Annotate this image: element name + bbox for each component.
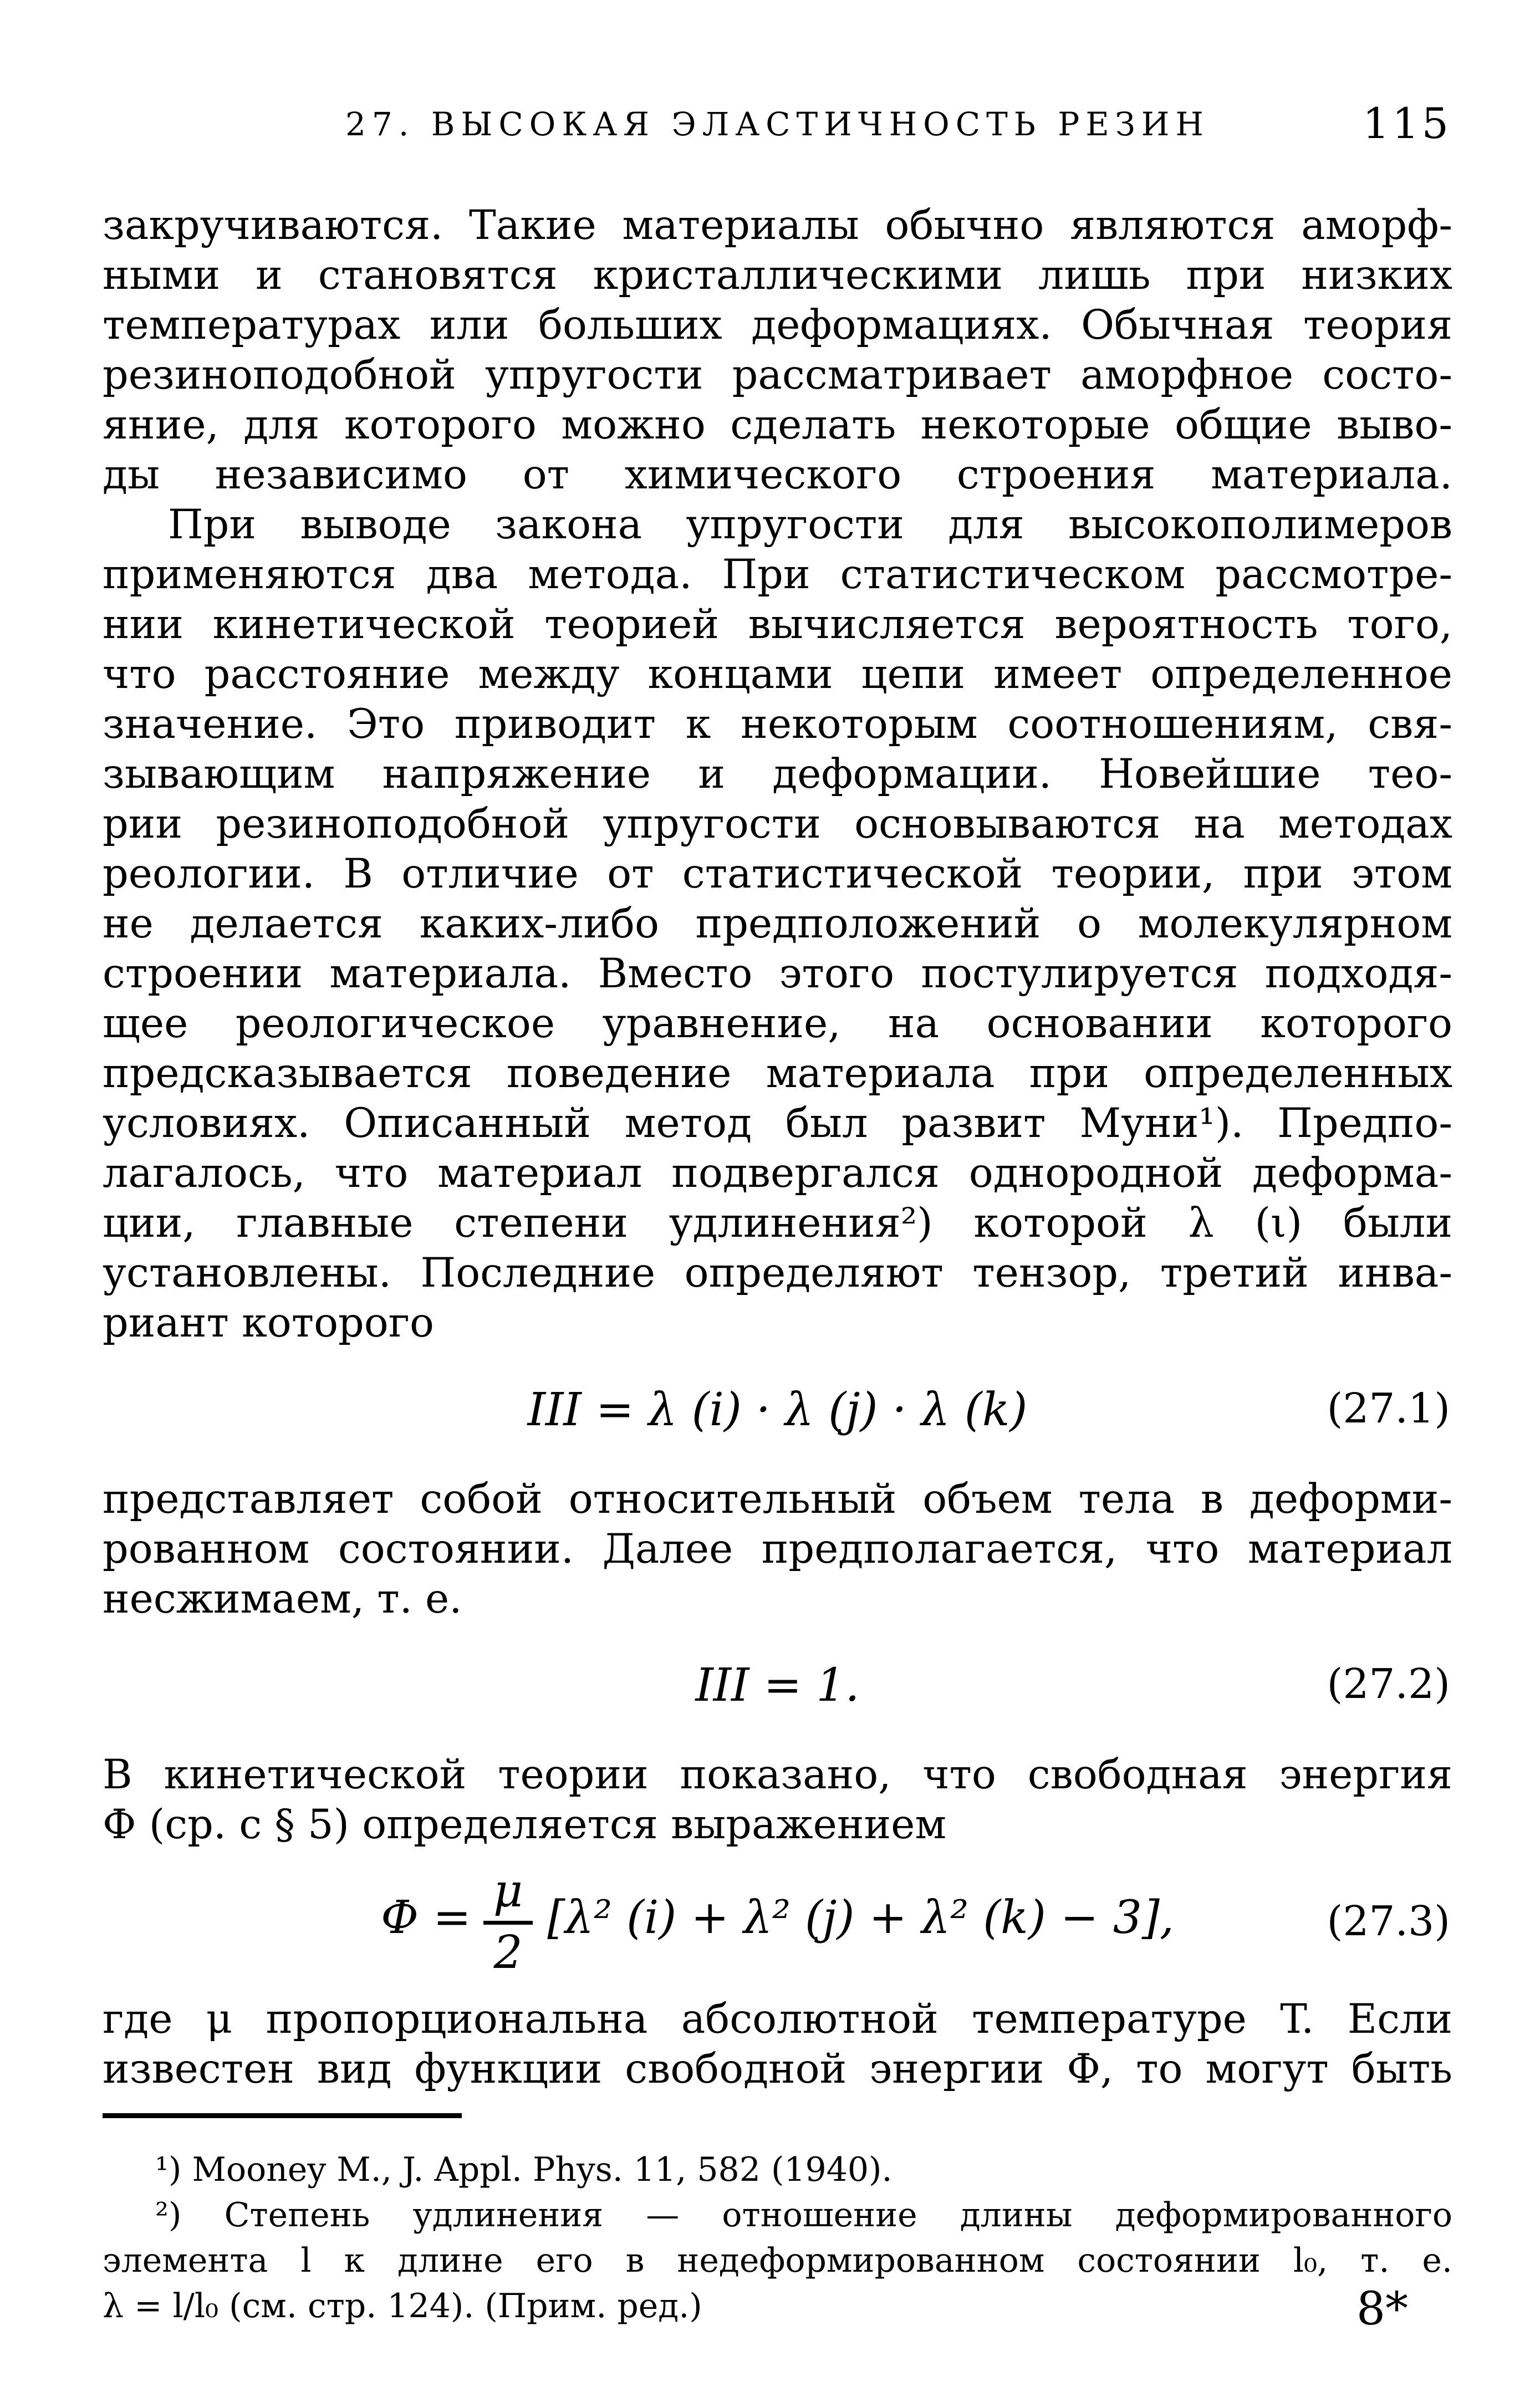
footnote-line: элемента l к длине его в недеформированном состоянии l₀, т. е. xyxy=(103,2241,1452,2280)
fraction-numerator: μ xyxy=(483,1866,533,1925)
equation-number: (27.3) xyxy=(1327,1897,1450,1945)
equation-number: (27.1) xyxy=(1327,1384,1450,1432)
body-line: предсказывается поведение материала при определенных xyxy=(103,1050,1452,1097)
body-line: ными и становятся кристаллическими лишь при низких xyxy=(103,252,1452,299)
body-line: резиноподобной упругости рассматривает аморфное состо- xyxy=(103,351,1452,399)
body-column xyxy=(103,201,1452,2329)
body-line: несжимаем, т. е. xyxy=(103,1575,462,1623)
footnote-rule xyxy=(103,2113,462,2118)
formula xyxy=(103,1374,1452,1444)
paragraph xyxy=(103,500,1452,1348)
page-number: 115 xyxy=(1362,99,1451,148)
body-line: лагалось, что материал подвергался однородной деформа- xyxy=(103,1150,1452,1197)
body-line: где μ пропорциональна абсолютной температуре T. Если xyxy=(103,1996,1452,2043)
footnotes xyxy=(103,2147,1452,2329)
body-line: не делается каких-либо предположений о молекулярном xyxy=(103,900,1452,947)
body-line: В кинетической теории показано, что свободная энергия xyxy=(103,1751,1452,1798)
body-line: представляет собой относительный объем тела в деформи- xyxy=(103,1475,1452,1523)
body-line: При выводе закона упругости для высокополимеров xyxy=(168,501,1452,548)
footnote-item xyxy=(103,2192,1452,2329)
body-line: известен вид функции свободной энергии Ф, то могут быть xyxy=(103,2046,1452,2093)
formula xyxy=(103,1650,1452,1720)
running-head xyxy=(103,99,1452,154)
body-line: закручиваются. Такие материалы обычно являются аморф- xyxy=(103,202,1452,249)
body-line: зывающим напряжение и деформации. Новейшие тео- xyxy=(103,751,1452,798)
body-line: что расстояние между концами цепи имеет определенное xyxy=(103,651,1452,698)
body-line: яние, для которого можно сделать некоторые общие выво- xyxy=(103,401,1452,448)
printers-mark: 8* xyxy=(1356,2283,1408,2335)
formula-expression: III = 1. xyxy=(695,1659,860,1712)
body-line: применяются два метода. При статистическом рассмотре- xyxy=(103,551,1452,598)
formula-lhs: Ф = xyxy=(381,1891,471,1944)
body-line: нии кинетической теорией вычисляется вероятность того, xyxy=(103,601,1452,648)
body-line: значение. Это приводит к некоторым соотношениям, свя- xyxy=(103,701,1452,748)
body-line: риант которого xyxy=(103,1299,434,1346)
body-line: Ф (ср. с § 5) определяется выражением xyxy=(103,1801,947,1848)
body-line: ции, главные степени удлинения²) которой λ (ι) были xyxy=(103,1200,1452,1247)
section-title: 27. ВЫСОКАЯ ЭЛАСТИЧНОСТЬ РЕЗИН xyxy=(345,105,1210,143)
body-line: щее реологическое уравнение, на основании которого xyxy=(103,1000,1452,1047)
footnote-line: ²) Степень удлинения — отношение длины деформированного xyxy=(155,2196,1452,2235)
body-line: рии резиноподобной упругости основываются на методах xyxy=(103,800,1452,848)
paragraph xyxy=(103,1750,1452,1850)
paragraph xyxy=(103,1475,1452,1624)
paragraph xyxy=(103,1995,1452,2094)
footnote-line: ¹) Mooney M., J. Appl. Phys. 11, 582 (1940). xyxy=(155,2150,893,2189)
body-line: реологии. В отличие от статистической теории, при этом xyxy=(103,850,1452,897)
formula xyxy=(103,1865,1452,1979)
formula-rhs: [λ² (i) + λ² (j) + λ² (k) − 3], xyxy=(547,1891,1174,1944)
body-line: рованном состоянии. Далее предполагается, что материал xyxy=(103,1525,1452,1573)
paragraph xyxy=(103,201,1452,500)
footnote-item xyxy=(103,2147,1452,2192)
equation-number: (27.2) xyxy=(1327,1660,1450,1708)
formula-expression xyxy=(381,1865,1174,1979)
body-line: температурах или больших деформациях. Обычная теория xyxy=(103,302,1452,349)
footnote-line: λ = l/l₀ (см. стр. 124). (Прим. ред.) xyxy=(103,2287,702,2325)
body-line: установлены. Последние определяют тензор, третий инва- xyxy=(103,1249,1452,1297)
body-line: строении материала. Вместо этого постулируется подходя- xyxy=(103,950,1452,997)
formula-expression: III = λ (i) · λ (j) · λ (k) xyxy=(527,1383,1028,1436)
body-line: условиях. Описанный метод был развит Муни¹). Предпо- xyxy=(103,1100,1452,1147)
fraction-denominator: 2 xyxy=(493,1926,523,1979)
body-line: ды независимо от химического строения материала. xyxy=(103,451,1452,498)
fraction xyxy=(483,1865,533,1979)
